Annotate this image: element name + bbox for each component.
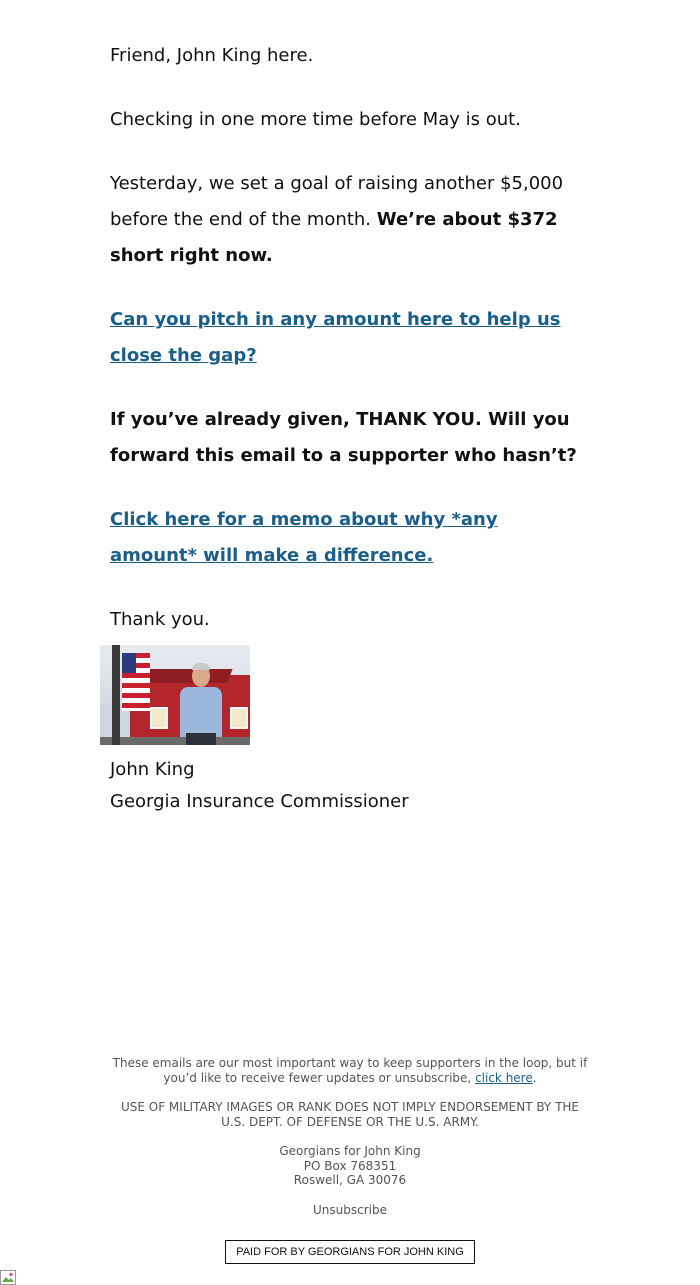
- fewer-updates-note: [110, 1056, 590, 1085]
- goal-paragraph: [110, 166, 590, 274]
- military-disclaimer: USE OF MILITARY IMAGES OR RANK DOES NOT IMPLY ENDORSEMENT BY THE U.S. DEPT. OF DEFENSE OR THE U.S. ARMY.: [120, 1100, 580, 1129]
- goal-text: Yesterday, we set a goal of raising another $5,000 before the end of the month.: [110, 173, 564, 230]
- memo-link[interactable]: Click here for a memo about why *any amount* will make a difference.: [110, 509, 498, 566]
- fewer-updates-text: These emails are our most important way to keep supporters in the loop, but if you’d like to receive fewer updates or unsubscribe,: [112, 1056, 588, 1085]
- period-text: .: [532, 1070, 537, 1085]
- email-footer: [110, 1056, 590, 1232]
- paid-for-box: PAID FOR BY GEORGIANS FOR JOHN KING: [225, 1240, 475, 1264]
- pitch-paragraph: [110, 302, 590, 374]
- pitch-in-link[interactable]: Can you pitch in any amount here to help us close the gap?: [110, 309, 561, 366]
- already-given-text: If you’ve already given, THANK YOU. Will you forward this email to a supporter who hasn’t?: [110, 409, 577, 466]
- thank-you-text: Thank you.: [110, 609, 210, 630]
- address-org: Georgians for John King: [279, 1144, 421, 1158]
- memo-paragraph: [110, 502, 590, 574]
- broken-image-icon: [0, 1270, 16, 1285]
- click-here-link[interactable]: click here: [475, 1070, 533, 1085]
- email-body: [110, 38, 590, 666]
- unsubscribe-link[interactable]: Unsubscribe: [313, 1202, 387, 1217]
- greeting-text: Friend, John King here.: [110, 45, 314, 66]
- checking-in-text: Checking in one more time before May is out.: [110, 109, 521, 130]
- address-city: Roswell, GA 30076: [293, 1173, 407, 1187]
- signature-block: [110, 754, 409, 818]
- address-po-box: PO Box 768351: [303, 1158, 397, 1173]
- signature-name: John King: [110, 759, 195, 780]
- signature-title: Georgia Insurance Commissioner: [110, 791, 409, 812]
- john-king-photo: [100, 645, 250, 745]
- short-amount-text: We’re about $372 short right now.: [110, 209, 558, 266]
